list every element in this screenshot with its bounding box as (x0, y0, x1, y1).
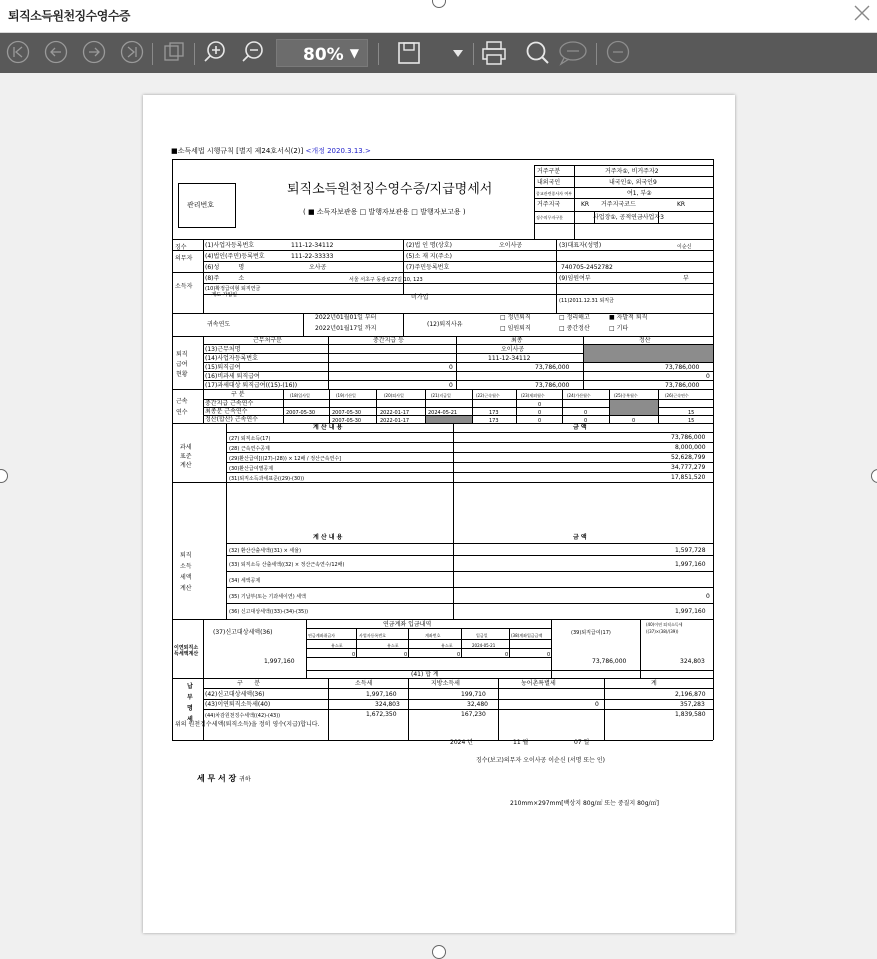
deferral-col-40: (40)이연 퇴직소득세 ((37)×(38)/(39)) (646, 622, 683, 634)
service-head: (21)지급일 (431, 393, 451, 398)
deferral-account-col: 계좌번호 (425, 633, 441, 638)
rule (203, 709, 713, 710)
payer-signature: 징수(보고)의무자 오이사공 이순신 (서명 또는 인) (476, 757, 606, 764)
tax-calc-row-label: (33) 퇴직소득 산출세액((32) × 정산근속연수/12배) (229, 562, 345, 568)
rule (403, 313, 404, 336)
rule (178, 227, 236, 228)
deferral-cell: 유스포 (387, 643, 399, 648)
tax-base-head-content: 계 산 내 용 (313, 424, 343, 431)
service-cell: 2022-01-17 (380, 410, 410, 416)
tax-calc-row-value: 1,997,160 (675, 608, 706, 615)
nationality-value: 내국인①, 외국인9 (609, 179, 657, 186)
rule (453, 423, 454, 619)
rule (498, 678, 499, 740)
zoom-select[interactable] (276, 39, 368, 67)
payment-cell: 1,997,160 (366, 691, 397, 698)
payment-col: 소득세 (355, 680, 373, 687)
rule (172, 239, 713, 240)
resize-handle-bottom[interactable] (432, 945, 446, 959)
earner-name: 오사공 (309, 264, 327, 271)
form-border-left (172, 159, 173, 740)
tax-base-row-label: (29)환산급여[((27)-(28)) × 12배 / 정산근속연수] (229, 456, 342, 462)
service-head: (24)가산월수 (567, 393, 591, 398)
rule (283, 389, 284, 423)
service-head: (23)제외월수 (521, 393, 545, 398)
tax-base-row-label: (27) 퇴직소득(17) (229, 436, 271, 442)
pay-row-label: (14)사업자등록번호 (205, 355, 258, 362)
pay-col-final: 최종 (511, 337, 523, 344)
deferral-cell: 0 (547, 652, 551, 658)
earner-rrn: 740705-2452782 (561, 264, 613, 271)
service-head: (26)근속연수 (665, 393, 689, 398)
service-cell: 2022-01-17 (380, 418, 410, 424)
pension-value: 미가입 (411, 294, 429, 301)
rule (203, 699, 713, 700)
rule (226, 472, 713, 473)
window-title: 퇴직소득원천징수영수증 (8, 9, 131, 23)
tax-calc-row-value: 0 (706, 593, 710, 600)
earner-address: 서울 서초구 동광로27길 10, 123 (349, 277, 423, 283)
pay-row-final: 오이사공 (501, 346, 525, 353)
tax-calc-row-label: (32) 환산산출세액((31) × 세율) (229, 548, 302, 554)
payment-cell: 1,672,350 (366, 711, 397, 718)
service-cell: 0 (538, 402, 542, 408)
service-cell: 2007-05-30 (332, 410, 362, 416)
pension-date: (11)2011.12.31 퇴직금 (559, 298, 614, 304)
tax-calc-section-label: 퇴직 소득 세액 계산 (180, 552, 192, 592)
payment-section-label: 납 부 명 세 (187, 683, 193, 723)
form-border-right (713, 159, 714, 740)
payment-col: 구 분 (237, 680, 261, 687)
tax-base-row-label: (28) 근속연수공제 (229, 446, 270, 452)
rule (562, 389, 563, 423)
payment-row-label: (42)신고대상세액(36) (205, 691, 265, 698)
rule (534, 176, 713, 177)
resize-handle-left[interactable] (0, 469, 8, 483)
service-head: (22)근속월수 (476, 393, 500, 398)
deferral-cell: 0 (352, 652, 356, 658)
earner-name-label: (6)성 명 (205, 264, 245, 271)
toolbar-separator (378, 43, 379, 65)
rule (534, 198, 713, 199)
rule (203, 294, 713, 295)
rule (456, 336, 457, 389)
issue-year: 2024 년 (450, 739, 473, 746)
form-border-top (172, 159, 713, 160)
tax-base-row-value: 34,777,279 (671, 464, 706, 471)
payer-bizno: 111-12-34112 (291, 242, 334, 249)
service-cell: 173 (489, 418, 499, 424)
rule (534, 165, 713, 166)
payment-cell: 32,480 (467, 701, 488, 708)
pay-row-final: 111-12-34112 (488, 355, 531, 362)
service-cell: 173 (489, 410, 499, 416)
reason-retirement-age: □ 정년퇴직 (500, 314, 531, 321)
rule (203, 261, 713, 262)
fill (584, 345, 713, 362)
rule (226, 442, 713, 443)
deferral-cell: 유스포 (331, 643, 343, 648)
country-label: 거주지국 (537, 201, 561, 208)
earner-exec: 부 (683, 275, 689, 282)
rule (203, 336, 204, 389)
form-title: 퇴직소득원천징수영수증/지급명세서 (287, 182, 493, 197)
issue-month: 11 월 (513, 739, 529, 746)
payment-cell: 2,196,870 (675, 691, 706, 698)
tax-calc-head-content: 계 산 내 용 (313, 534, 343, 541)
reason-layoff: □ 정리해고 (559, 314, 590, 321)
tax-calc-row-label: (36) 신고대상세액((33)-(34)-(35)) (229, 609, 309, 615)
service-cell: 15 (688, 418, 695, 424)
earner-address-label: (8)주 소 (205, 275, 245, 282)
rule (509, 628, 510, 657)
service-cell: 0 (632, 418, 636, 424)
payer-rep: 이순신 (677, 244, 692, 250)
religious-label: 종교관련종사자 여부 (536, 191, 573, 196)
withholder-type-label: 징수의무자구분 (536, 215, 564, 220)
tax-base-row-value: 17,851,520 (671, 474, 706, 481)
payer-bizno-label: (1)사업자등록번호 (205, 242, 255, 249)
document-page (143, 95, 735, 933)
service-cell: 2007-05-30 (332, 418, 362, 424)
rule (172, 272, 713, 273)
religious-value: 여1, 부② (627, 190, 652, 197)
period-to: 2022년01월17일 까지 (315, 325, 377, 332)
tax-calc-row-value: 1,997,160 (675, 561, 706, 568)
country-value: KR (581, 201, 590, 208)
pay-row-mid: 0 (449, 382, 453, 389)
service-row-label: 최종분 근속연수 (205, 408, 248, 415)
payer-section-label: 징수 의무자 (175, 244, 193, 262)
rule (329, 389, 330, 423)
payer-corpno: 111-22-33333 (291, 253, 334, 260)
rule (306, 670, 713, 671)
service-head: (25)중복월수 (614, 393, 638, 398)
rule (226, 432, 713, 433)
rule (178, 183, 236, 184)
tax-base-row-label: (30)환산급여별공제 (229, 466, 274, 472)
chevron-down-icon[interactable] (450, 40, 466, 66)
period-label: 귀속연도 (207, 321, 231, 328)
rule (551, 619, 552, 678)
tax-calc-row-value: 1,597,728 (675, 547, 706, 554)
reason-interim: □ 중간정산 (559, 325, 590, 332)
next-page-icon[interactable] (82, 40, 106, 64)
pay-row-settle: 0 (706, 373, 710, 380)
rule (203, 239, 204, 313)
rule (328, 336, 329, 389)
service-row-label: 정산(합산) 근속연수 (205, 416, 258, 423)
deferral-col-39: (39)퇴직급여(17) (571, 630, 611, 636)
pay-row-label: (15)퇴직급여 (205, 364, 241, 371)
fill (610, 400, 658, 415)
deferral-cell: 0 (505, 652, 509, 658)
service-cell: 0 (538, 418, 542, 424)
service-head: (18)입사일 (290, 393, 310, 398)
copy-type-options: ( ■ 소득자보관용 □ 발행자보관용 □ 발행자보고용 ) (303, 208, 466, 216)
pay-row-label: (13)근무처명 (205, 346, 241, 353)
rule (226, 543, 713, 544)
tax-base-section-label: 과세 표준 계산 (180, 444, 192, 469)
reason-executive: □ 임원퇴직 (500, 325, 531, 332)
tax-base-row-label: (31)퇴직소득과세표준((29)-(30)) (229, 476, 305, 482)
tax-office-name: 세 무 서 장 (197, 774, 237, 783)
deferral-col-37: (37)신고대상세액(36) (213, 629, 273, 636)
payment-col: 계 (651, 680, 657, 687)
toolbar-separator (194, 43, 195, 65)
residence-label: 거주구분 (537, 168, 561, 175)
rule (226, 603, 713, 604)
rule (306, 657, 551, 658)
rule (328, 678, 329, 740)
pay-row-label: (17)과세대상 퇴직급여((15)-(16)) (205, 382, 298, 389)
deferral-account-title: 연금계좌 입금내역 (383, 621, 432, 628)
pay-row-settle: 73,786,000 (665, 382, 700, 389)
payment-cell: 167,230 (461, 711, 486, 718)
payment-row-label: (43)이연퇴직소득세(40) (205, 701, 271, 708)
rule (203, 362, 713, 363)
search-icon[interactable] (522, 40, 550, 66)
rule (203, 688, 713, 689)
zoom-in-icon[interactable] (203, 40, 227, 64)
chevron-down-icon: ▼ (349, 46, 359, 60)
pay-row-label: (16)비과세 퇴직급여 (205, 373, 260, 380)
residence-value: 거주자①, 비거주자2 (605, 168, 659, 175)
rule (640, 619, 641, 678)
deferral-account-col: (38)계좌입금금액 (511, 633, 543, 638)
pay-row-final: 73,786,000 (535, 382, 570, 389)
comment-icon[interactable] (556, 40, 590, 66)
payment-cell: 0 (595, 701, 599, 708)
minus-icon[interactable] (606, 40, 630, 64)
zoom-value: 80% (303, 45, 344, 65)
payment-cell: 324,803 (375, 701, 400, 708)
payment-col: 지방소득세 (431, 680, 460, 687)
deferral-cell: 2024-05-21 (472, 643, 496, 648)
rule (604, 678, 605, 740)
deferral-cell: 유스포 (441, 643, 453, 648)
deferral-account-col: 입금일 (476, 633, 488, 638)
deferral-cell: 0 (404, 652, 408, 658)
paper-spec: 210mm×297mm[백상지 80g/㎡ 또는 중질지 80g/㎡] (510, 800, 659, 807)
close-icon[interactable] (851, 2, 873, 24)
tax-base-row-value: 73,786,000 (671, 434, 706, 441)
save-icon[interactable] (396, 40, 422, 66)
rule (178, 183, 179, 227)
law-reference: ■소득세법 시행규칙 [별지 제24호서식(2)] <개정 2020.3.13.> (171, 147, 371, 155)
rule (226, 423, 227, 619)
payer-rep-label: (3)대표자(성명) (559, 242, 602, 249)
rule (306, 648, 551, 649)
rule (306, 619, 307, 678)
earner-exec-label: (9)임원여부 (559, 275, 591, 282)
rule (516, 389, 517, 423)
tax-base-row-value: 52,628,799 (671, 454, 706, 461)
print-icon[interactable] (480, 40, 508, 66)
rule (408, 678, 409, 740)
country-code-value: KR (677, 201, 686, 208)
first-page-icon[interactable] (6, 40, 30, 64)
rule (472, 389, 473, 423)
rule (461, 628, 462, 657)
service-cell: 15 (688, 410, 695, 416)
issue-day: 07 일 (574, 739, 590, 746)
rule (303, 313, 304, 336)
earner-section-label: 소득자 (175, 283, 193, 290)
tax-base-row-value: 8,000,000 (675, 444, 706, 451)
viewer-toolbar (0, 33, 877, 73)
pay-row-final: 73,786,000 (535, 364, 570, 371)
rule (235, 183, 236, 227)
deferral-value-37: 1,997,160 (264, 658, 295, 665)
rule (203, 380, 713, 381)
deferral-value-40: 324,803 (680, 658, 705, 665)
rule (658, 389, 659, 423)
nationality-label: 내외국인 (537, 179, 561, 186)
pay-row-mid: 0 (449, 364, 453, 371)
deferral-total-label: (41) 합 계 (411, 671, 439, 678)
payment-row-label: (44)차감원천징수세액((42)-(43)) (205, 713, 281, 719)
reason-voluntary: ■ 자발적 퇴직 (609, 314, 648, 321)
payer-corp-label: (2)법 인 명(상호) (406, 242, 452, 249)
rule (534, 211, 713, 212)
rule (226, 571, 713, 572)
tax-calc-row-label: (35) 기납부(또는 기과세이연) 세액 (229, 594, 306, 600)
tax-office-suffix: 귀하 (239, 776, 251, 783)
rule (203, 371, 713, 372)
tax-base-head-amount: 금 액 (573, 424, 587, 431)
tax-office (197, 775, 251, 784)
rule (226, 587, 713, 588)
payment-cell: 199,710 (461, 691, 486, 698)
period-from: 2022년01월01일 부터 (315, 314, 377, 321)
pay-col-mid: 중간지급 등 (373, 337, 404, 344)
service-cell: 0 (584, 410, 588, 416)
rule (172, 250, 713, 251)
tax-calc-row-label: (34) 세액공제 (229, 578, 261, 584)
rule (356, 628, 357, 657)
reason-other: □ 기타 (609, 325, 629, 332)
service-row-label: 중간지급 근속연수 (205, 400, 254, 407)
revision-date: <개정 2020.3.13.> (305, 147, 371, 155)
payment-cell: 357,283 (680, 701, 705, 708)
resize-handle-right[interactable] (871, 469, 877, 483)
fit-page-icon[interactable] (162, 40, 186, 64)
rule (403, 239, 404, 294)
rule (226, 555, 713, 556)
prev-page-icon[interactable] (44, 40, 68, 64)
rule (172, 678, 713, 679)
pay-col-settle: 정산 (639, 337, 651, 344)
rule (556, 239, 557, 313)
deferral-value-39: 73,786,000 (592, 658, 627, 665)
rule (203, 283, 713, 284)
pay-section-label: 퇴직 급여 현황 (176, 351, 188, 378)
rule (583, 336, 584, 389)
country-code-label: 거주지국코드 (601, 201, 636, 208)
rule (408, 628, 409, 657)
service-cell: 2024-05-21 (428, 410, 458, 416)
rule (172, 619, 713, 620)
service-head: (20)퇴사일 (384, 393, 404, 398)
service-head: 구 분 (231, 391, 245, 398)
service-cell: 2007-05-30 (286, 410, 316, 416)
form-border-bottom (172, 740, 713, 741)
rule (534, 223, 713, 224)
document-viewport[interactable] (0, 73, 877, 951)
payer-corpno-label: (4)법인(주민)등록번호 (205, 253, 265, 260)
rule (226, 452, 713, 453)
rule (203, 389, 204, 423)
service-cell: 0 (538, 410, 542, 416)
receipt-statement: 위의 원천징수세액(퇴직소득)을 정히 영수(지급)합니다. (175, 721, 320, 728)
pay-col-workplace: 근무처구분 (253, 337, 282, 344)
pension-label: (10)확정급여형 퇴직연금 제도 가입일 (205, 286, 261, 298)
zoom-out-icon[interactable] (241, 40, 265, 64)
toolbar-separator (152, 43, 153, 65)
service-cell: 0 (584, 418, 588, 424)
payment-cell: 1,839,580 (675, 711, 706, 718)
rule (534, 187, 713, 188)
service-head: (19)기산일 (336, 393, 356, 398)
withholder-type-value: 사업장①, 공적연금사업자3 (593, 214, 664, 221)
reason-label: (12)퇴직사유 (427, 321, 463, 328)
fill (426, 416, 472, 423)
deferral-account-col: 연금계좌취급자 (308, 633, 336, 638)
payer-corp: 오이사공 (499, 242, 523, 249)
deferral-section-label: 이연퇴직소득세액계산 (174, 645, 199, 657)
last-page-icon[interactable] (120, 40, 144, 64)
tax-calc-head-amount: 금 액 (573, 534, 587, 541)
toolbar-separator (473, 43, 474, 65)
pay-row-settle: 73,786,000 (665, 364, 700, 371)
deferral-account-col: 사업자등록번호 (359, 633, 387, 638)
management-number-label: 관리번호 (187, 201, 215, 209)
payment-col: 농어촌특별세 (521, 680, 556, 687)
rule (376, 389, 377, 423)
service-section-label: 근속 연수 (176, 398, 188, 416)
deferral-cell: 0 (457, 652, 461, 658)
toolbar-separator (596, 43, 597, 65)
earner-rrn-label: (7)주민등록번호 (406, 264, 450, 271)
payer-address-label: (5)소 재 지(주소) (406, 253, 452, 260)
